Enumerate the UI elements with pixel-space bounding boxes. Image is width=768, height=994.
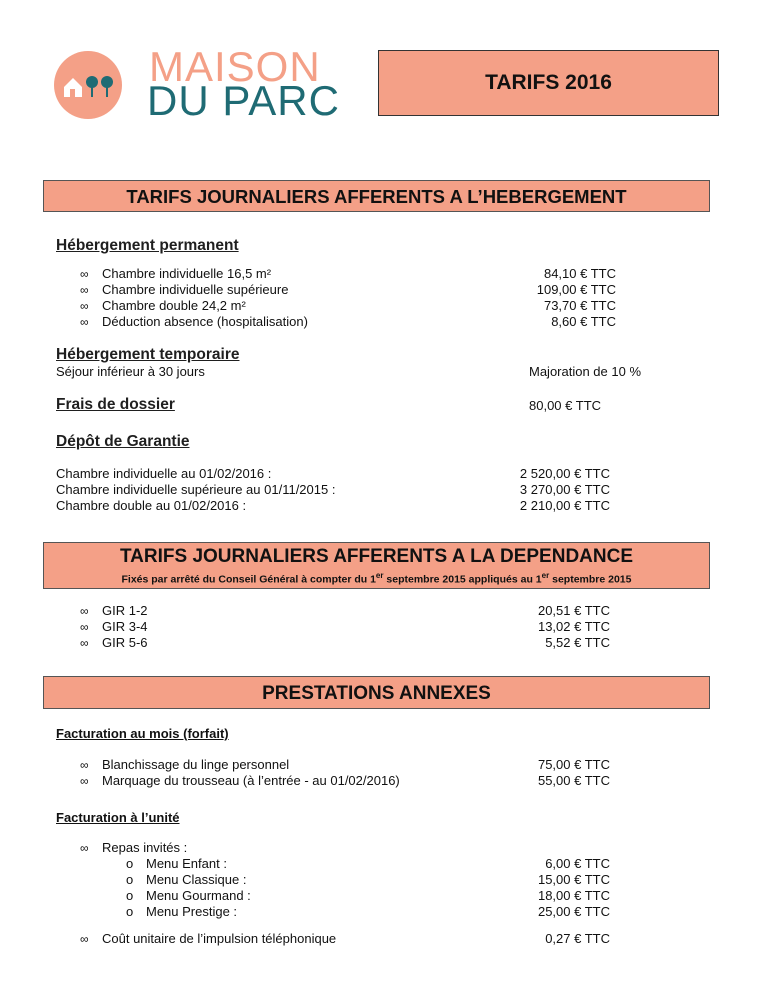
price: 18,00 € TTC <box>537 888 610 903</box>
heading-facturation-mois: Facturation au mois (forfait) <box>56 726 229 741</box>
page-title: TARIFS 2016 <box>378 50 719 116</box>
list-item: ∞ GIR 1-2 <box>80 603 148 619</box>
prices-gir <box>480 603 610 651</box>
list-hebergement-permanent <box>80 266 308 330</box>
price: 73,70 € TTC <box>543 298 616 313</box>
price: 75,00 € TTC <box>537 757 610 772</box>
house-trees-icon <box>54 51 122 119</box>
list-item: ∞ GIR 5-6 <box>80 635 148 651</box>
heading-depot-garantie: Dépôt de Garantie <box>56 433 190 450</box>
list-item: ∞ Déduction absence (hospitalisation) <box>80 314 308 330</box>
price: 2 210,00 € TTC <box>519 498 610 513</box>
list-telephone <box>80 931 336 947</box>
list-gir <box>80 603 148 651</box>
list-item: o Menu Gourmand : <box>126 888 251 904</box>
price: 13,02 € TTC <box>537 619 610 634</box>
price: 3 270,00 € TTC <box>519 482 610 497</box>
list-item: ∞ Blanchissage du linge personnel <box>80 757 400 773</box>
prices-hebergement-permanent <box>480 266 616 330</box>
logo-text-du-parc: DU PARC <box>147 77 340 124</box>
price: 25,00 € TTC <box>537 904 610 919</box>
list-item: Chambre individuelle supérieure au 01/11/2015 : <box>56 482 336 497</box>
list-repas <box>80 840 187 856</box>
list-facturation-mois <box>80 757 400 789</box>
heading-facturation-unite: Facturation à l’unité <box>56 810 180 825</box>
list-item: ∞ Coût unitaire de l’impulsion téléphonique <box>80 931 336 947</box>
price-telephone: 0,27 € TTC <box>545 931 610 946</box>
price: 84,10 € TTC <box>543 266 616 281</box>
logo-circle <box>54 51 122 119</box>
list-item: o Menu Prestige : <box>126 904 251 920</box>
label-sejour: Séjour inférieur à 30 jours <box>56 364 205 379</box>
list-item: o Menu Enfant : <box>126 856 251 872</box>
logo-text-maison: MAISON <box>149 43 321 90</box>
heading-frais-dossier: Frais de dossier <box>56 396 175 413</box>
heading-hebergement-permanent: Hébergement permanent <box>56 237 239 254</box>
value-frais-dossier: 80,00 € TTC <box>529 398 602 413</box>
section-band-dependance <box>43 542 710 589</box>
price: 8,60 € TTC <box>551 314 616 329</box>
list-item: o Menu Classique : <box>126 872 251 888</box>
price: 5,52 € TTC <box>545 635 610 650</box>
prices-depot-garantie <box>470 466 610 514</box>
band-subtitle: Fixés par arrêté du Conseil Général à compter du 1er septembre 2015 appliqués au 1er septembre 2015 <box>121 571 632 586</box>
list-depot-garantie <box>56 466 335 514</box>
price: 20,51 € TTC <box>537 603 610 618</box>
price: 15,00 € TTC <box>537 872 610 887</box>
list-item: ∞ Marquage du trousseau (à l’entrée - au 01/02/2016) <box>80 773 400 789</box>
section-band-hebergement: TARIFS JOURNALIERS AFFERENTS A L’HEBERGEMENT <box>43 180 710 212</box>
list-item: Chambre individuelle au 01/02/2016 : <box>56 466 272 481</box>
prices-menus <box>480 856 610 920</box>
list-item: ∞ GIR 3-4 <box>80 619 148 635</box>
list-item: ∞ Chambre double 24,2 m² <box>80 298 308 314</box>
list-item: Chambre double au 01/02/2016 : <box>56 498 247 513</box>
list-menus <box>126 856 251 920</box>
price: 2 520,00 € TTC <box>519 466 610 481</box>
prices-facturation-mois <box>480 757 610 789</box>
section-band-prestations: PRESTATIONS ANNEXES <box>43 676 710 709</box>
list-item: ∞ Chambre individuelle 16,5 m² <box>80 266 308 282</box>
price: 109,00 € TTC <box>536 282 616 297</box>
band-title: TARIFS JOURNALIERS AFFERENTS A LA DEPENDANCE <box>119 546 634 567</box>
value-majoration: Majoration de 10 % <box>529 364 642 379</box>
price: 6,00 € TTC <box>545 856 610 871</box>
heading-hebergement-temporaire: Hébergement temporaire <box>56 346 240 363</box>
list-item: ∞ Repas invités : <box>80 840 187 856</box>
list-item: ∞ Chambre individuelle supérieure <box>80 282 308 298</box>
price: 55,00 € TTC <box>537 773 610 788</box>
